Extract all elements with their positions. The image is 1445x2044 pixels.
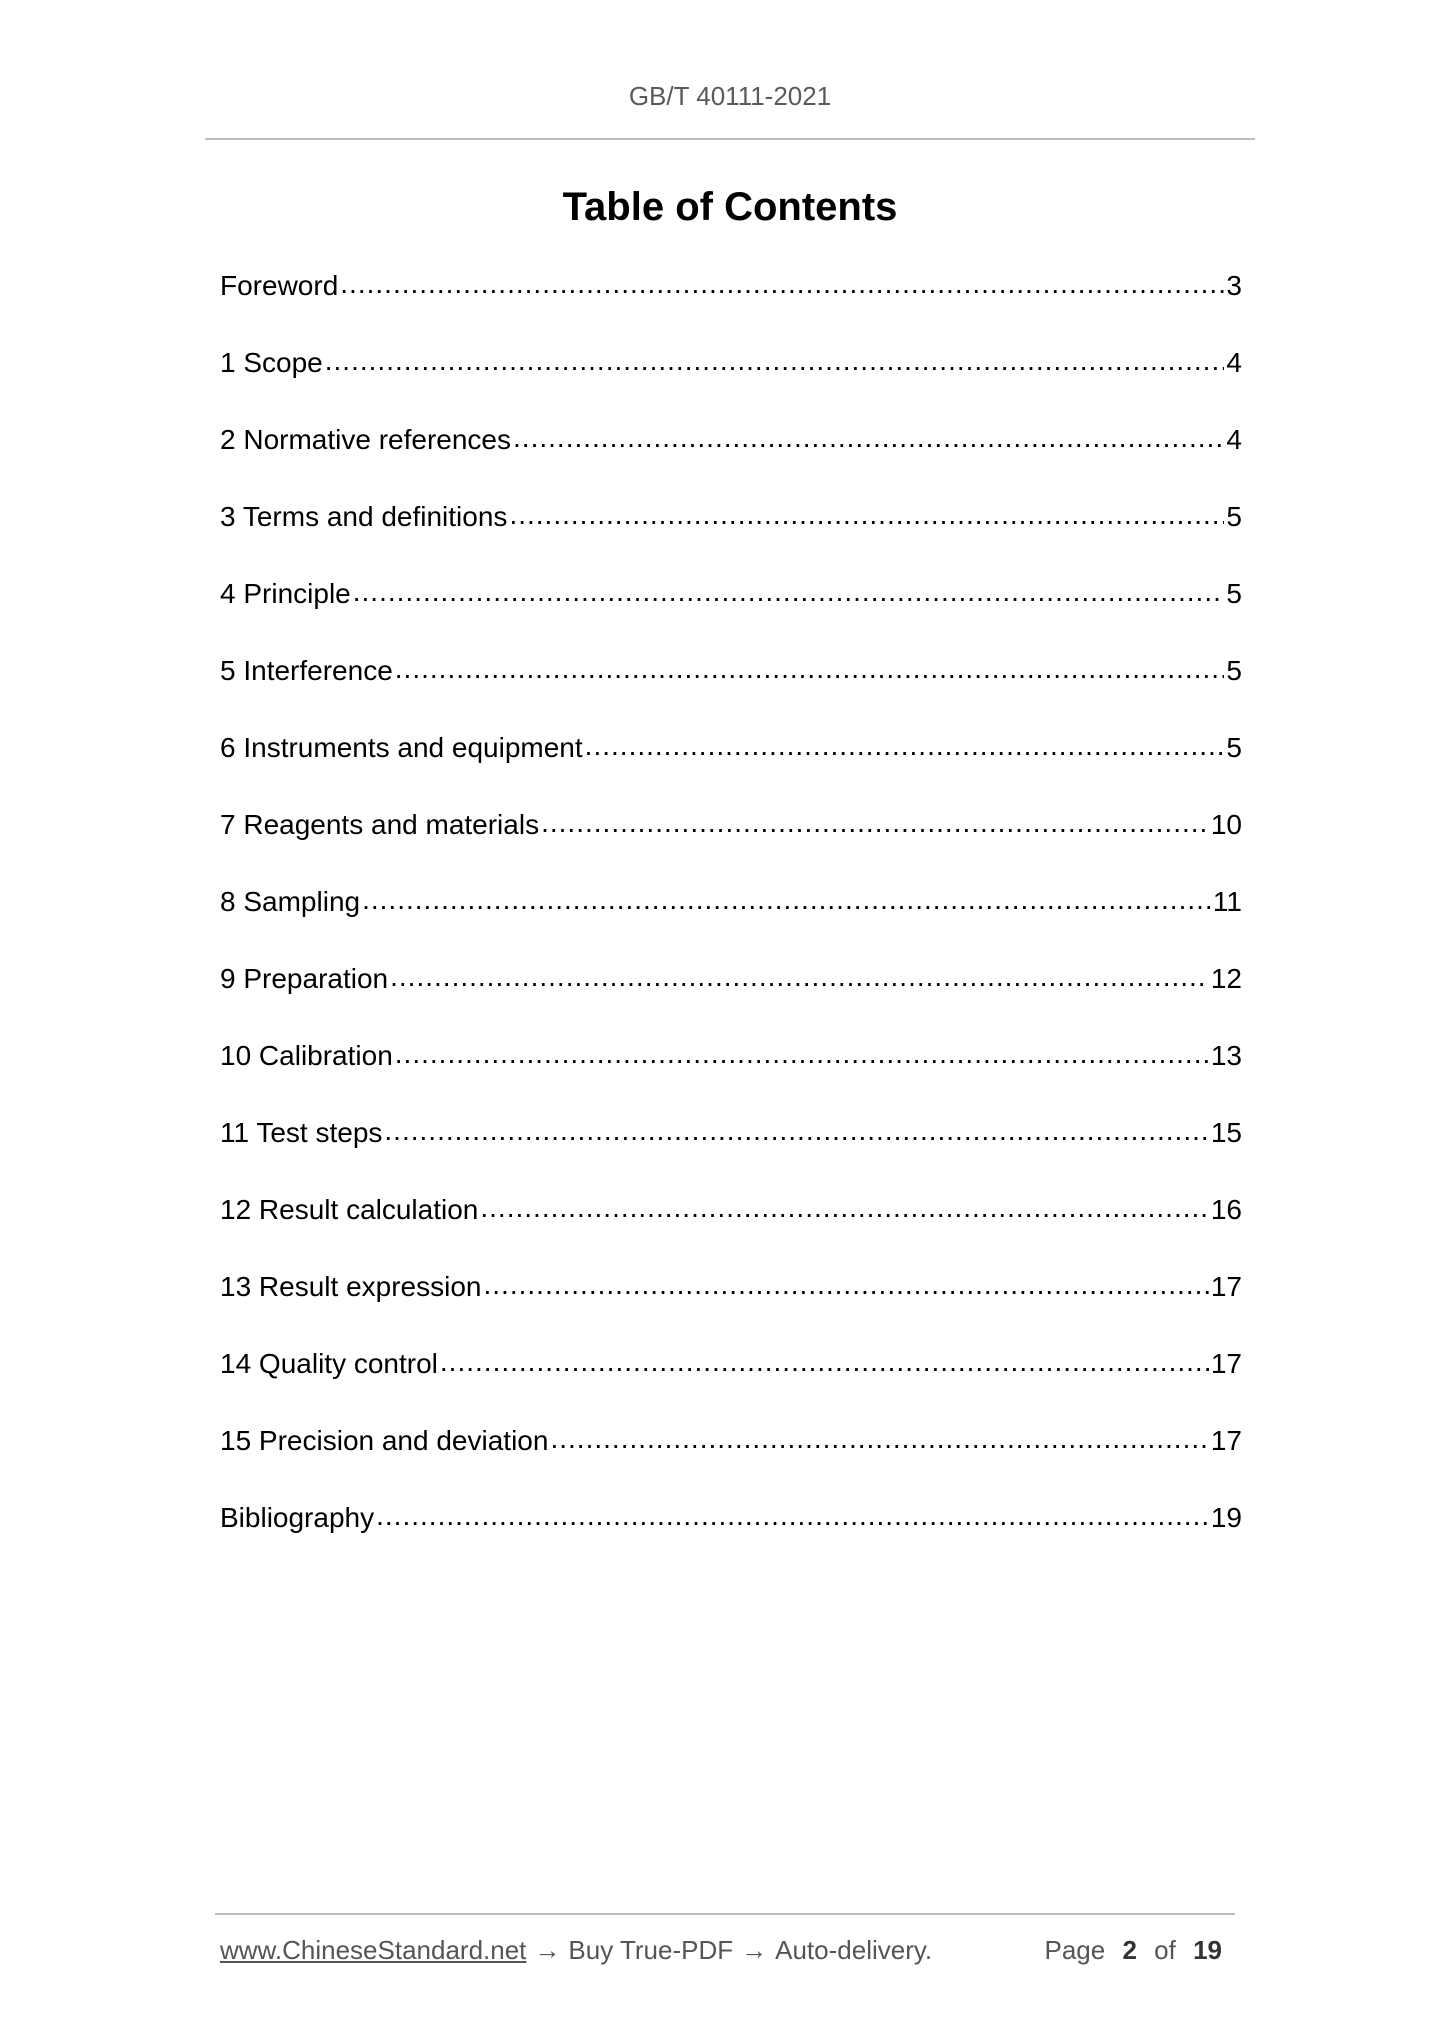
toc-entry[interactable]	[220, 1267, 1242, 1344]
toc-entry-page: 17	[1210, 1348, 1242, 1379]
toc-dot-leader	[376, 1496, 1209, 1536]
toc-entry-page: 15	[1210, 1117, 1242, 1148]
current-page-number: 2	[1122, 1935, 1137, 1965]
toc-entry-label: 9 Preparation	[220, 963, 389, 994]
page-footer	[220, 1932, 1232, 1968]
toc-dot-leader	[550, 1419, 1208, 1459]
toc-entry-page: 5	[1226, 578, 1242, 609]
toc-entry-label: 13 Result expression	[220, 1271, 482, 1302]
toc-dot-leader	[513, 418, 1224, 458]
page-word: Page	[1044, 1935, 1106, 1965]
toc-entry-label: 1 Scope	[220, 347, 323, 378]
toc-title: Table of Contents	[562, 185, 898, 229]
toc-entry-label: 10 Calibration	[220, 1040, 393, 1071]
toc-entry[interactable]	[220, 728, 1242, 805]
buy-true-pdf-text: Buy True-PDF	[568, 1935, 734, 1965]
arrow-right-icon: →	[741, 1935, 768, 1965]
toc-entry-page: 13	[1210, 1040, 1242, 1071]
toc-entry-page: 5	[1226, 501, 1242, 532]
toc-dot-leader	[353, 572, 1225, 612]
total-pages-number: 19	[1193, 1935, 1222, 1965]
toc-entry[interactable]	[220, 497, 1242, 574]
toc-entry-page: 19	[1210, 1502, 1242, 1533]
toc-entry-page: 17	[1210, 1425, 1242, 1456]
website-link[interactable]: www.ChineseStandard.net	[220, 1935, 527, 1965]
toc-dot-leader	[480, 1188, 1208, 1228]
toc-entry-label: Foreword	[220, 270, 339, 301]
toc-entry[interactable]	[220, 420, 1242, 497]
toc-entry-page: 16	[1210, 1194, 1242, 1225]
of-word: of	[1154, 1935, 1176, 1965]
toc-entry-page: 4	[1226, 424, 1242, 455]
toc-entry[interactable]	[220, 882, 1242, 959]
toc-entry[interactable]	[220, 1036, 1242, 1113]
toc-entry-page: 3	[1226, 270, 1242, 301]
toc-entry-page: 17	[1210, 1271, 1242, 1302]
toc-dot-leader	[395, 1034, 1209, 1074]
page-number	[1044, 1932, 1232, 1968]
toc-dot-leader	[395, 649, 1225, 689]
toc-entry-label: 11 Test steps	[220, 1117, 383, 1148]
toc-dot-leader	[585, 726, 1225, 766]
toc-entry-label: 8 Sampling	[220, 886, 361, 917]
toc-entry-label: 12 Result calculation	[220, 1194, 479, 1225]
toc-entry-label: 15 Precision and deviation	[220, 1425, 549, 1456]
toc-entry-label: 7 Reagents and materials	[220, 809, 540, 840]
toc-entry-label: Bibliography	[220, 1502, 375, 1533]
toc-entry[interactable]	[220, 959, 1242, 1036]
toc-dot-leader	[541, 803, 1209, 843]
toc-dot-leader	[483, 1265, 1208, 1305]
toc-entry[interactable]	[220, 1113, 1242, 1190]
footer-divider	[215, 1913, 1235, 1915]
toc-entry-label: 4 Principle	[220, 578, 351, 609]
toc-entry-page: 12	[1210, 963, 1242, 994]
toc-entry[interactable]	[220, 343, 1242, 420]
toc-entry-label: 3 Terms and definitions	[220, 501, 508, 532]
toc-dot-leader	[384, 1111, 1208, 1151]
toc-entry[interactable]	[220, 805, 1242, 882]
toc-dot-leader	[440, 1342, 1209, 1382]
footer-promo	[220, 1932, 932, 1968]
toc-entry-label: 2 Normative references	[220, 424, 512, 455]
toc-entry-label: 5 Interference	[220, 655, 393, 686]
toc-dot-leader	[509, 495, 1224, 535]
header-divider	[205, 138, 1255, 140]
toc-list	[220, 266, 1242, 1575]
toc-entry-page: 4	[1226, 347, 1242, 378]
toc-entry-label: 6 Instruments and equipment	[220, 732, 583, 763]
toc-entry-page: 5	[1226, 655, 1242, 686]
toc-entry[interactable]	[220, 1421, 1242, 1498]
toc-entry-page: 10	[1210, 809, 1242, 840]
toc-entry[interactable]	[220, 266, 1242, 343]
toc-dot-leader	[340, 264, 1224, 304]
toc-entry[interactable]	[220, 1344, 1242, 1421]
toc-entry-page: 5	[1226, 732, 1242, 763]
toc-entry[interactable]	[220, 1498, 1242, 1575]
toc-entry-page: 11	[1212, 886, 1242, 917]
toc-entry[interactable]	[220, 651, 1242, 728]
toc-dot-leader	[325, 341, 1225, 381]
toc-entry-label: 14 Quality control	[220, 1348, 438, 1379]
toc-entry[interactable]	[220, 574, 1242, 651]
page-header-doc-id: GB/T 40111-2021	[628, 81, 832, 111]
toc-dot-leader	[362, 880, 1211, 920]
arrow-right-icon: →	[534, 1935, 561, 1965]
auto-delivery-text: Auto-delivery.	[775, 1935, 933, 1965]
toc-entry[interactable]	[220, 1190, 1242, 1267]
toc-dot-leader	[390, 957, 1209, 997]
